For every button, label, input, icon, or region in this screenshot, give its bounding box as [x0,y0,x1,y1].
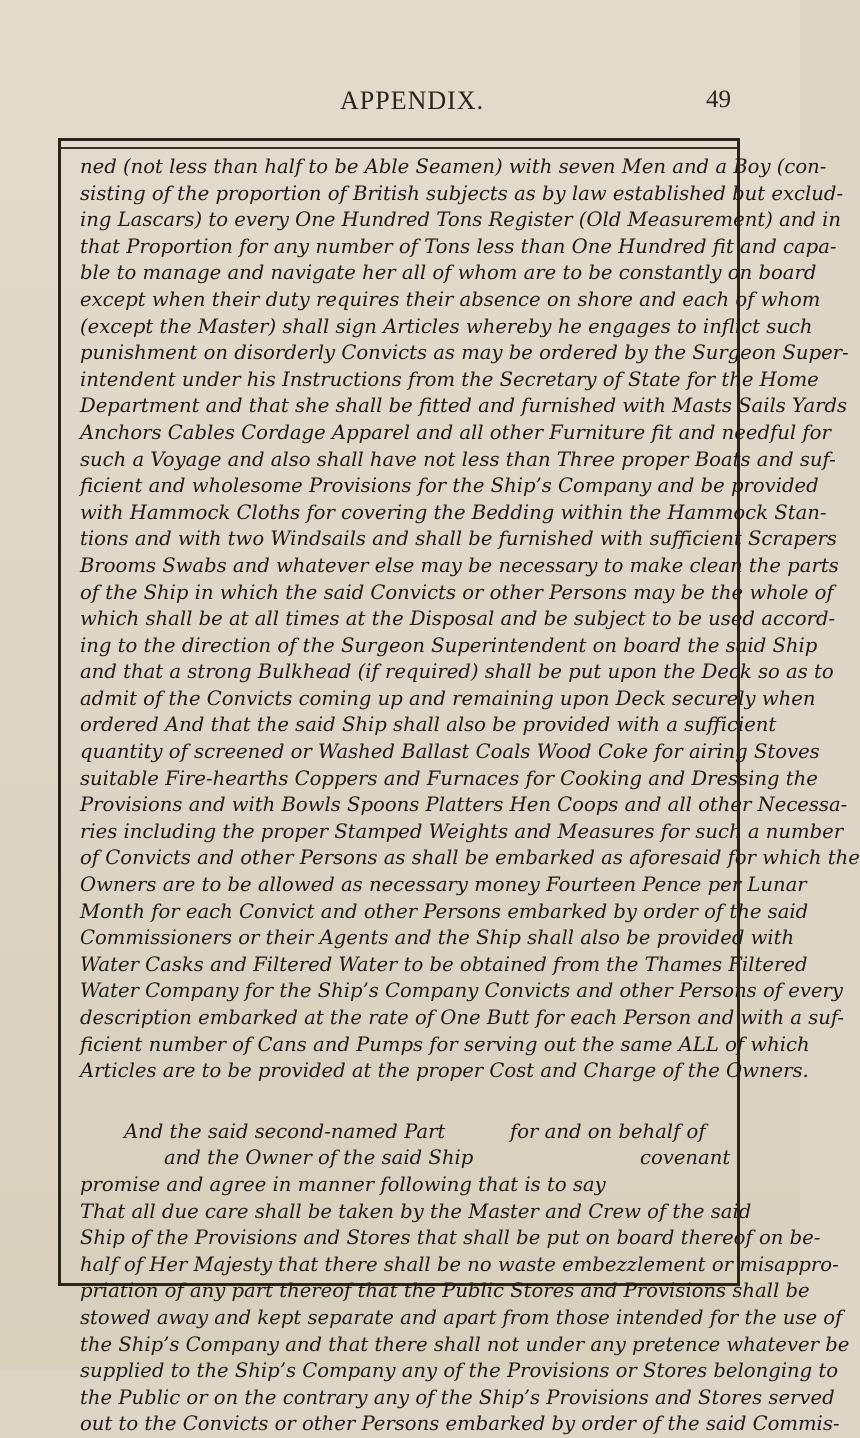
text-line: ficient and wholesome Provisions for the Ship’s Company and be provided [80,474,819,498]
behalf-phrase: for and on behalf of [510,1119,706,1143]
text-line: stowed away and kept separate and apart from those intended for the use of [80,1305,843,1329]
text-line: tions and with two Windsails and shall be furnished with sufficient Scrapers [80,527,837,551]
text-line: ficient number of Cans and Pumps for serving out the same ALL of which [80,1032,810,1056]
running-title: APPENDIX. [340,86,485,115]
text-line: Water Company for the Ship’s Company Convicts and other Persons of every [80,979,843,1003]
text-line: and that a strong Bulkhead (if required) shall be put upon the Deck so as to [80,660,834,684]
text-line: sisting of the proportion of British subjects as by law established but exclud- [80,181,844,205]
text-line: Articles are to be provided at the proper Cost and Charge of the Owners. [80,1059,809,1083]
text-line: suitable Fire-hearths Coppers and Furnaces for Cooking and Dressing the [80,766,818,790]
text-line: admit of the Convicts coming up and remaining upon Deck securely when [80,686,816,710]
text-line: such a Voyage and also shall have not less than Three proper Boats and suf- [80,447,836,471]
paragraph-2-line-1 [80,1119,722,1146]
text-line: with Hammock Cloths for covering the Bedding within the Hammock Stan- [80,500,827,524]
body-text [80,154,860,1438]
text-line: Month for each Convict and other Persons embarked by order of the said [80,899,809,923]
text-line: that Proportion for any number of Tons less than One Hundred fit and capa- [80,234,837,258]
frame-top-rule [61,147,737,149]
text-line: ing to the direction of the Surgeon Superintendent on board the said Ship [80,633,818,657]
text-line: Owners are to be allowed as necessary money Fourteen Pence per Lunar [80,873,807,897]
text-line: Commissioners or their Agents and the Ship shall also be provided with [80,926,795,950]
text-line: intendent under his Instructions from the Secretary of State for the Home [80,367,819,391]
paragraph-2 [80,1119,850,1438]
paragraph-2-line-2 [80,1145,731,1172]
text-line: Department and that she shall be fitted and furnished with Masts Sails Yards [80,394,848,418]
paragraph-gap [80,1085,722,1119]
text-line: punishment on disorderly Convicts as may be ordered by the Surgeon Super- [80,341,849,365]
paragraph-2-lines [80,1172,850,1438]
text-line: ing Lascars) to every One Hundred Tons Register (Old Measurement) and in [80,208,842,232]
text-line: ries including the proper Stamped Weights and Measures for such a number [80,819,844,843]
text-line: Ship of the Provisions and Stores that shall be put on board thereof on be- [80,1226,821,1250]
text-line: ned (not less than half to be Able Seamen) with seven Men and a Boy (con- [80,155,827,178]
text-line: ble to manage and navigate her all of whom are to be constantly on board [80,261,817,285]
page-number: 49 [706,86,731,113]
running-head [0,86,800,126]
covenant-word: covenant [640,1146,731,1170]
text-line: of Convicts and other Persons as shall be embarked as aforesaid for which the [80,846,860,870]
text-line: out to the Convicts or other Persons embarked by order of the said Commis- [80,1412,840,1436]
text-line: the Ship’s Company and that there shall not under any pretence whatever be [80,1332,850,1356]
text-line: half of Her Majesty that there shall be no waste embezzlement or misappro- [80,1252,839,1276]
text-line: quantity of screened or Washed Ballast Coals Wood Coke for airing Stoves [80,740,820,764]
text-line: ordered And that the said Ship shall also be provided with a sufficient [80,713,777,737]
text-line: Brooms Swabs and whatever else may be necessary to make clean the parts [80,553,839,577]
opening-phrase: And the said second-named Part [124,1119,446,1143]
text-line: Water Casks and Filtered Water to be obtained from the Thames Filtered [80,952,808,976]
text-line: description embarked at the rate of One Butt for each Person and with a suf- [80,1006,845,1029]
text-line: priation of any part thereof that the Public Stores and Provisions shall be [80,1279,810,1303]
text-line: Anchors Cables Cordage Apparel and all other Furniture fit and needful for [80,420,831,444]
text-line: the Public or on the contrary any of the Ship’s Provisions and Stores served [80,1385,835,1409]
text-line: which shall be at all times at the Disposal and be subject to be used accord- [80,607,836,631]
text-line: (except the Master) shall sign Articles whereby he engages to inflict such [80,314,813,338]
text-line: supplied to the Ship’s Company any of the Provisions or Stores belonging to [80,1359,839,1383]
text-line: except when their duty requires their absence on shore and each of whom [80,287,821,311]
paragraph-1 [80,154,860,1085]
text-line: That all due care shall be taken by the Master and Crew of the said [80,1199,752,1223]
text-line: of the Ship in which the said Convicts or other Persons may be the whole of [80,580,834,604]
text-line: Provisions and with Bowls Spoons Platters Hen Coops and all other Necessa- [80,793,848,817]
owner-phrase: and the Owner of the said Ship [164,1146,474,1170]
text-line: promise and agree in manner following that is to say [80,1172,606,1196]
